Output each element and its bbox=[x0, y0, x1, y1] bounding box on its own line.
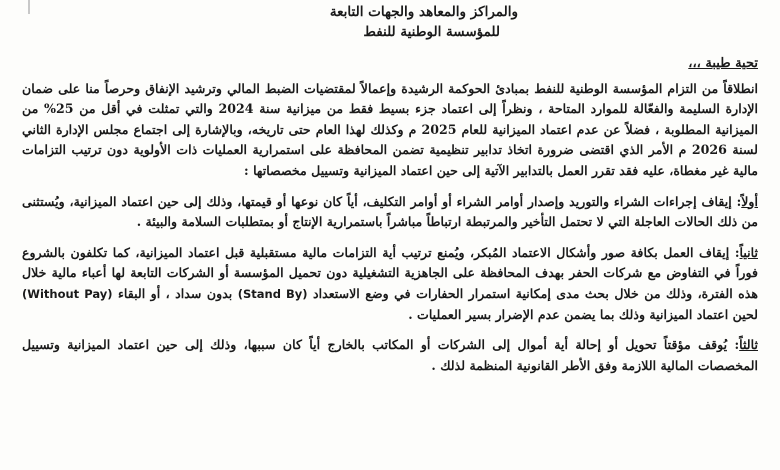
intro-paragraph: انطلاقاً من التزام المؤسسة الوطنية للنفط بمبادئ الحوكمة الرشيدة وإعمالاً لمقتضيات الضبط المالي وترشيد الإنفاق وحرصاً منا على ضمان الإدارة السليمة والفعّالة للموارد المتاحة ، ونظراً إلى اعتماد جزء بسيط فقط من ميزانية سنة 2024 والتي تمثلت في أقل من 25% من الميزانية المطلوبة ، فضلاً عن عدم اعتماد الميزانية للعام 2025 م وكذلك لهذا العام حتى تاريخه، وبالإشارة إلى اجتماع مجلس الإدارة الثاني لسنة 2026 م الأمر الذي اقتضى ضرورة اتخاذ تدابير تنظيمية تضمن المحافظة على استمرارية العمليات ذات الأولوية دون ترتيب التزامات مالية غير مغطاة، عليه فقد تقرر العمل بالتدابير الآتية إلى حين اعتماد الميزانية وتسييل مخصصاتها : bbox=[22, 80, 759, 178]
measure-first-marker: أولاً bbox=[741, 193, 758, 209]
letter-body bbox=[22, 0, 758, 376]
measure-second-marker: ثانياً bbox=[739, 244, 758, 260]
recipient-header bbox=[22, 2, 758, 42]
greeting: تحية طيبة ،،، bbox=[688, 56, 758, 71]
measure-second-text-mid: بدون سداد ، أو البقاء bbox=[117, 285, 233, 301]
measure-third-marker: ثالثاً bbox=[739, 337, 758, 353]
measure-second bbox=[22, 243, 758, 325]
measure-third-text: : يُوقف مؤقتاً تحويل أو إحالة أية أموال إلى الشركات أو المكاتب بالخارج أياً كان سببها، وذلك إلى حين اعتماد الميزانية وتسييل المخصصات المالية اللازمة وفق الأطر القانونية المنظمة لذلك . bbox=[22, 337, 758, 373]
measure-second-text: : إيقاف العمل بكافة صور وأشكال الاعتماد المُبكر، ويُمنع ترتيب أية التزامات مالية مستقبلية قبل اعتماد الميزانية، كما تكلفون بالشروع فوراً في التفاوض مع شركات الحفر بهدف المحافظة على الجاهزية التشغيلية دون تحميل المؤسسة أو الشركات التابعة لها أعباء مالية خلال هذه الفترة، وذلك من خلال بحث مدى إمكانية استمرار الحفارات في وضع الاستعداد bbox=[22, 244, 758, 301]
recipient-line-1: والمراكز والمعاهد والجهات التابعة bbox=[329, 4, 518, 20]
measure-third bbox=[22, 335, 758, 376]
measure-first-text: : إيقاف إجراءات الشراء والتوريد وإصدار أوامر الشراء أو أوامر التكليف، أياً كان نوعها أو قيمتها، وذلك إلى حين اعتماد الميزانية، ويُستثنى من ذلك الحالات العاجلة التي لا تحتمل التأخير والمرتبطة ارتباطاً مباشراً باستمرارية الإنتاج أو بمتطلبات السلامة والبيئة . bbox=[22, 193, 758, 230]
measure-second-text-end: لحين اعتماد الميزانية وذلك بما يضمن عدم الإضرار بسير العمليات . bbox=[408, 306, 758, 322]
recipient-line-2: للمؤسسة الوطنية للنفط bbox=[363, 24, 500, 40]
without-pay-term: (Without Pay) bbox=[22, 286, 113, 301]
stand-by-term: (Stand By) bbox=[237, 286, 308, 301]
measure-first bbox=[22, 192, 758, 233]
